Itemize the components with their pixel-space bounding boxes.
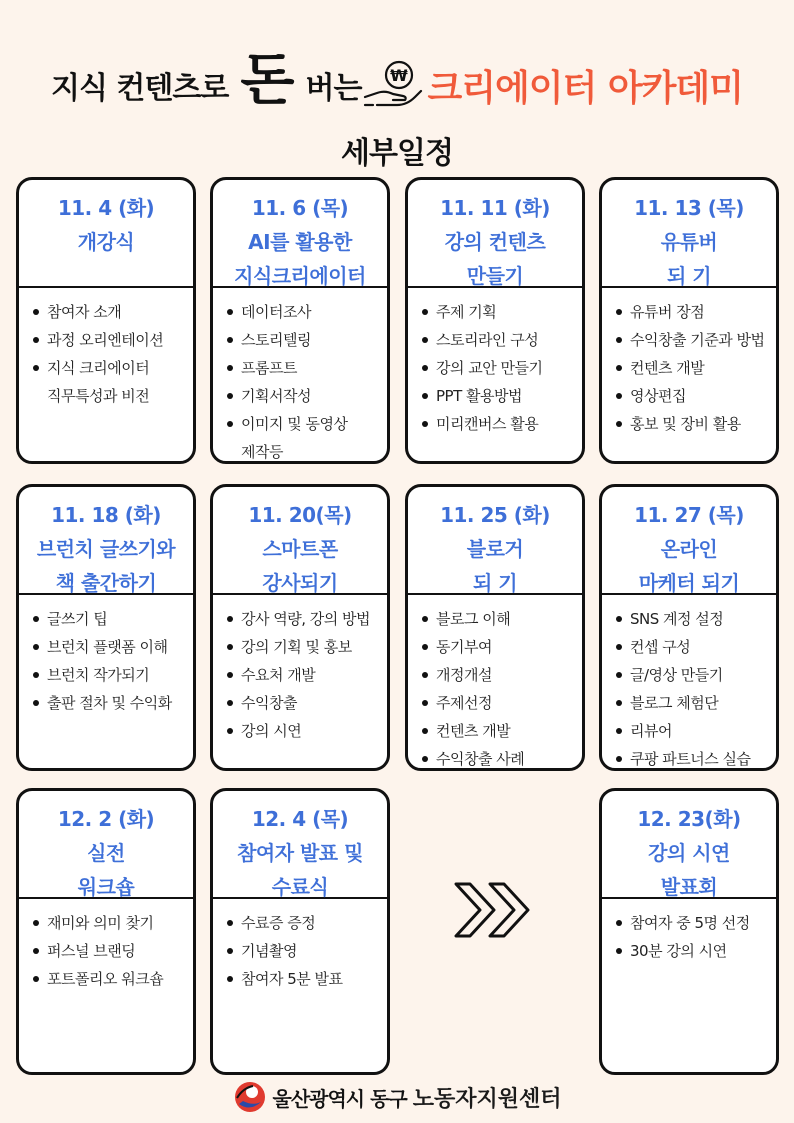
schedule-card xyxy=(599,177,779,464)
list-item: 기획서작성 xyxy=(227,382,379,410)
list-item: 과정 오리엔테이션 xyxy=(33,326,185,354)
card-title: 온라인 마케터 되기 xyxy=(638,537,740,595)
card-date: 12. 4 (목) xyxy=(251,807,349,831)
card-date: 11. 6 (목) xyxy=(251,196,349,220)
list-item: 수익창출 사례 xyxy=(422,745,574,771)
list-item: 홍보 및 장비 활용 xyxy=(616,410,768,438)
schedule-card xyxy=(16,484,196,771)
schedule-card xyxy=(405,484,585,771)
list-item: 리뷰어 xyxy=(616,717,768,745)
list-item: 주제선정 xyxy=(422,689,574,717)
card-date: 11. 13 (목) xyxy=(634,196,744,220)
card-item-list xyxy=(213,899,387,993)
page-footer xyxy=(0,1075,794,1119)
list-item: 브런치 작가되기 xyxy=(33,661,185,689)
card-item-list xyxy=(602,595,776,771)
card-date: 11. 25 (화) xyxy=(440,503,550,527)
title-prefix: 지식 컨텐츠로 xyxy=(51,71,229,106)
card-title: 개강식 xyxy=(77,230,135,254)
schedule-card xyxy=(599,788,779,1075)
card-date: 11. 27 (목) xyxy=(634,503,744,527)
schedule-card xyxy=(210,177,390,464)
card-title: 강의 컨텐츠 만들기 xyxy=(444,230,546,288)
list-item: 브런치 플랫폼 이해 xyxy=(33,633,185,661)
list-item: 강의 기획 및 홍보 xyxy=(227,633,379,661)
list-item: 개정개설 xyxy=(422,661,574,689)
card-title: 스마트폰 강사되기 xyxy=(262,537,338,595)
list-item: 블로그 체험단 xyxy=(616,689,768,717)
card-date: 11. 11 (화) xyxy=(440,196,550,220)
card-header xyxy=(602,180,776,288)
card-header xyxy=(19,791,193,899)
title-left xyxy=(51,48,362,113)
list-item: 강의 교안 만들기 xyxy=(422,354,574,382)
card-title: 참여자 발표 및 수료식 xyxy=(237,841,363,899)
list-item: 퍼스널 브랜딩 xyxy=(33,937,185,965)
card-date: 11. 4 (화) xyxy=(57,196,155,220)
double-chevron-right-icon xyxy=(452,880,538,940)
schedule-card xyxy=(405,177,585,464)
title-mid: 버는 xyxy=(305,71,362,106)
list-item: SNS 계정 설정 xyxy=(616,605,768,633)
card-title: 블로거 되 기 xyxy=(466,537,524,595)
card-item-list xyxy=(19,595,193,717)
card-header xyxy=(408,487,582,595)
list-item: 30분 강의 시연 xyxy=(616,937,768,965)
list-item: 주제 기획 xyxy=(422,298,574,326)
card-date: 12. 2 (화) xyxy=(57,807,155,831)
list-item: 강의 시연 xyxy=(227,717,379,745)
card-header xyxy=(213,791,387,899)
list-item: 글/영상 만들기 xyxy=(616,661,768,689)
card-title: 유튜버 되 기 xyxy=(660,230,718,288)
list-item: 수료증 증정 xyxy=(227,909,379,937)
list-item: 유튜버 장점 xyxy=(616,298,768,326)
list-item: 기념촬영 xyxy=(227,937,379,965)
schedule-card xyxy=(16,177,196,464)
card-item-list xyxy=(19,899,193,993)
list-item: 쿠팡 파트너스 실습 xyxy=(616,745,768,771)
list-item: 수익창출 xyxy=(227,689,379,717)
list-item: 스토리텔링 xyxy=(227,326,379,354)
list-item: 포트폴리오 워크숍 xyxy=(33,965,185,993)
card-header xyxy=(213,487,387,595)
page-subtitle: 세부일정 xyxy=(341,136,453,171)
title-highlight: 크리에이터 아카데미 xyxy=(427,67,743,109)
card-header xyxy=(408,180,582,288)
schedule-card xyxy=(210,788,390,1075)
card-header xyxy=(602,791,776,899)
list-item: 동기부여 xyxy=(422,633,574,661)
card-date: 12. 23(화) xyxy=(637,807,741,831)
card-title: 강의 시연 발표회 xyxy=(648,841,730,899)
card-item-list xyxy=(408,595,582,771)
title-money: 돈 xyxy=(240,48,294,113)
card-header xyxy=(19,487,193,595)
card-title: 실전 워크숍 xyxy=(77,841,135,899)
card-item-list xyxy=(19,288,193,410)
card-item-list xyxy=(408,288,582,438)
card-date: 11. 18 (화) xyxy=(51,503,161,527)
card-item-list xyxy=(213,595,387,745)
page-header xyxy=(0,40,794,130)
card-header xyxy=(213,180,387,288)
hand-coin-icon xyxy=(363,59,425,111)
list-item: PPT 활용방법 xyxy=(422,382,574,410)
footer-org-name: 울산광역시 동구 xyxy=(272,1086,407,1111)
card-item-list xyxy=(602,288,776,438)
list-item: 블로그 이해 xyxy=(422,605,574,633)
footer-center-name: 노동자지원센터 xyxy=(412,1085,562,1112)
list-item: 출판 절차 및 수익화 xyxy=(33,689,185,717)
list-item: 지식 크리에이터 직무특성과 비전 xyxy=(33,354,185,410)
list-item: 수익창출 기준과 방법 xyxy=(616,326,768,354)
list-item: 참여자 5분 발표 xyxy=(227,965,379,993)
card-item-list xyxy=(213,288,387,464)
list-item: 재미와 의미 찾기 xyxy=(33,909,185,937)
list-item: 스토리라인 구성 xyxy=(422,326,574,354)
list-item: 수요처 개발 xyxy=(227,661,379,689)
list-item: 컨셉 구성 xyxy=(616,633,768,661)
card-header xyxy=(19,180,193,288)
list-item: 미리캔버스 활용 xyxy=(422,410,574,438)
list-item: 컨텐츠 개발 xyxy=(422,717,574,745)
list-item: 참여자 소개 xyxy=(33,298,185,326)
card-header xyxy=(602,487,776,595)
schedule-card xyxy=(16,788,196,1075)
card-item-list xyxy=(602,899,776,965)
coin-symbol: ₩ xyxy=(390,66,409,85)
schedule-card xyxy=(210,484,390,771)
ulsan-donggu-logo-icon xyxy=(233,1080,267,1114)
card-date: 11. 20(목) xyxy=(248,503,352,527)
list-item: 프롬프트 xyxy=(227,354,379,382)
list-item: 참여자 중 5명 선정 xyxy=(616,909,768,937)
list-item: 데이터조사 xyxy=(227,298,379,326)
schedule-card xyxy=(599,484,779,771)
list-item: 글쓰기 팁 xyxy=(33,605,185,633)
card-title: AI를 활용한 지식크리에이터 xyxy=(234,230,366,288)
list-item: 영상편집 xyxy=(616,382,768,410)
card-title: 브런치 글쓰기와 책 출간하기 xyxy=(36,537,176,595)
list-item: 강사 역량, 강의 방법 xyxy=(227,605,379,633)
list-item: 이미지 및 동영상 제작등 xyxy=(227,410,379,464)
list-item: 컨텐츠 개발 xyxy=(616,354,768,382)
